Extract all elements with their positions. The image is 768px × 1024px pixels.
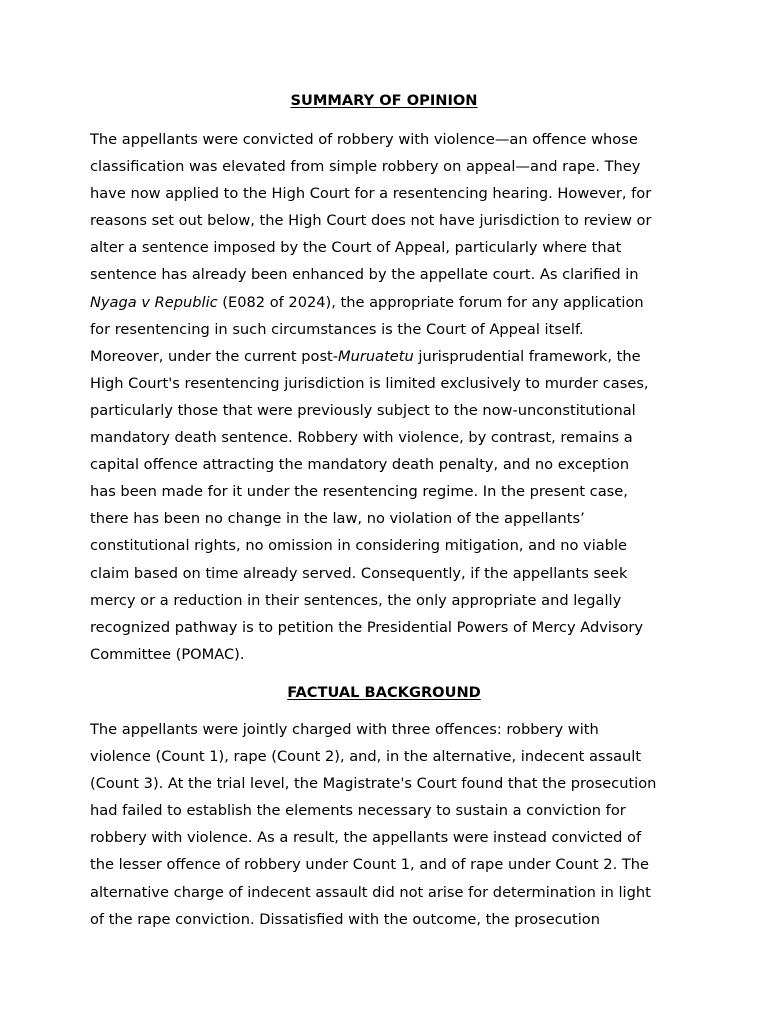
paragraph-line-muruatetu [90, 343, 680, 370]
paragraph-line: had failed to establish the elements necessary to sustain a conviction for [90, 802, 626, 820]
paragraph-line: capital offence attracting the mandatory death penalty, and no exception [90, 456, 630, 474]
paragraph-line: mercy or a reduction in their sentences, the only appropriate and legally [90, 591, 622, 609]
line-prefix: Moreover, under the current post- [90, 347, 339, 365]
paragraph-line: (Count 3). At the trial level, the Magistrate's Court found that the prosecution [90, 775, 657, 793]
muruatetu-italic: Muruatetu [338, 347, 414, 365]
summary-paragraph [90, 126, 680, 668]
factual-background-paragraph [90, 716, 680, 933]
paragraph-line: The appellants were convicted of robbery with violence—an offence whose [90, 131, 638, 148]
line-suffix: jurisprudential framework, the [413, 347, 641, 365]
paragraph-line: alternative charge of indecent assault did not arise for determination in light [90, 883, 651, 901]
paragraph-line: alter a sentence imposed by the Court of Appeal, particularly where that [90, 239, 622, 257]
citation-text: (E082 of 2024), the appropriate forum for any application [217, 293, 644, 311]
paragraph-line: has been made for it under the resentencing regime. In the present case, [90, 483, 628, 501]
paragraph-line: mandatory death sentence. Robbery with violence, by contrast, remains a [90, 429, 633, 447]
paragraph-line: there has been no change in the law, no violation of the appellants’ [90, 510, 585, 528]
paragraph-line: particularly those that were previously subject to the now-unconstitutional [90, 401, 636, 419]
paragraph-line: have now applied to the High Court for a resentencing hearing. However, for [90, 185, 652, 203]
paragraph-line: violence (Count 1), rape (Count 2), and, in the alternative, indecent assault [90, 748, 642, 766]
paragraph-line: sentence has already been enhanced by the appellate court. As clarified in [90, 266, 639, 284]
paragraph-line: of the rape conviction. Dissatisfied with the outcome, the prosecution [90, 910, 600, 928]
paragraph-line: Committee (POMAC). [90, 645, 245, 663]
paragraph-line: the lesser offence of robbery under Count 1, and of rape under Count 2. The [90, 856, 650, 874]
paragraph-line: claim based on time already served. Consequently, if the appellants seek [90, 564, 628, 582]
paragraph-line: recognized pathway is to petition the Presidential Powers of Mercy Advisory [90, 618, 644, 636]
paragraph-line: High Court's resentencing jurisdiction is limited exclusively to murder cases, [90, 374, 649, 392]
case-name-italic: Nyaga v Republic [90, 293, 218, 311]
paragraph-line: classification was elevated from simple robbery on appeal—and rape. They [90, 158, 641, 176]
paragraph-line: reasons set out below, the High Court does not have jurisdiction to review or [90, 212, 652, 230]
section-heading-summary-of-opinion: SUMMARY OF OPINION [290, 92, 478, 109]
paragraph-line: robbery with violence. As a result, the appellants were instead convicted of [90, 829, 642, 847]
paragraph-line: The appellants were jointly charged with three offences: robbery with [90, 721, 599, 738]
paragraph-line-case-citation [90, 289, 680, 316]
section-heading-factual-background: FACTUAL BACKGROUND [287, 684, 481, 701]
paragraph-line: for resentencing in such circumstances is the Court of Appeal itself. [90, 320, 584, 338]
paragraph-line: constitutional rights, no omission in considering mitigation, and no viable [90, 537, 627, 555]
